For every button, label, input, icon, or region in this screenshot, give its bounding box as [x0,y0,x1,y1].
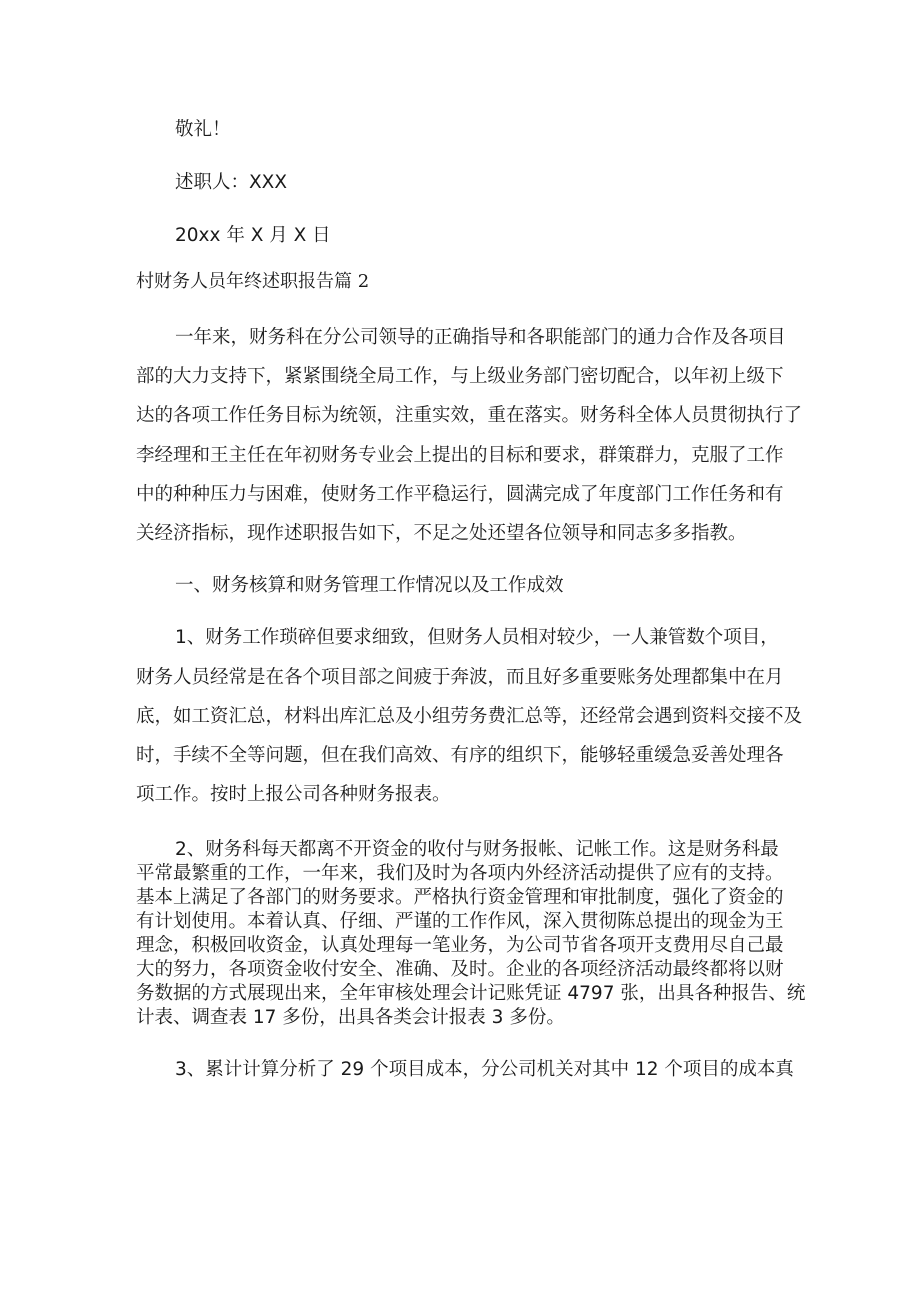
item2-line: 有计划使用。本着认真、仔细、严谨的工作作风，深入贯彻陈总提出的现金为王 [136,911,784,932]
section-title: 村财务人员年终述职报告篇 2 [136,271,370,292]
report-date: 20xx 年 X 月 X 日 [175,225,331,246]
item2-line: 理念，积极回收资金，认真处理每一笔业务，为公司节省各项开支费用尽自己最 [136,935,784,956]
item2-line: 2、财务科每天都离不开资金的收付与财务报帐、记帐工作。这是财务科最 [175,839,779,860]
item2-line: 大的努力，各项资金收付安全、准确、及时。企业的各项经济活动最终都将以财 [136,959,784,980]
item1-line: 项工作。按时上报公司各种财务报表。 [136,784,451,805]
item1-line: 1、财务工作琐碎但要求细致，但财务人员相对较少，一人兼管数个项目， [175,627,779,648]
intro-line: 一年来，财务科在分公司领导的正确指导和各职能部门的通力合作及各项目 [175,327,786,348]
intro-line: 中的种种压力与困难，使财务工作平稳运行，圆满完成了年度部门工作任务和有 [136,484,784,505]
intro-line: 关经济指标，现作述职报告如下，不足之处还望各位领导和同志多多指教。 [136,523,747,544]
item2-line: 平常最繁重的工作，一年来，我们及时为各项内外经济活动提供了应有的支持。 [136,863,784,884]
item2-line: 务数据的方式展现出来，全年审核处理会计记账凭证 4797 张，出具各种报告、统 [136,983,806,1004]
intro-line: 部的大力支持下，紧紧围绕全局工作，与上级业务部门密切配合，以年初上级下 [136,366,784,387]
item1-line: 时，手续不全等问题，但在我们高效、有序的组织下，能够轻重缓急妥善处理各 [136,745,784,766]
item2-line: 计表、调查表 17 多份，出具各类会计报表 3 多份。 [136,1007,565,1028]
subsection-heading: 一、财务核算和财务管理工作情况以及工作成效 [175,575,564,596]
item2-line: 基本上满足了各部门的财务要求。严格执行资金管理和审批制度，强化了资金的 [136,887,784,908]
reporter-signature: 述职人：XXX [175,172,288,193]
intro-line: 达的各项工作任务目标为统领，注重实效，重在落实。财务科全体人员贯彻执行了 [136,405,803,426]
closing-salute: 敬礼！ [175,119,231,140]
intro-line: 李经理和王主任在年初财务专业会上提出的目标和要求，群策群力，克服了工作 [136,445,784,466]
item3-line: 3、累计计算分析了 29 个项目成本，分公司机关对其中 12 个项目的成本真 [175,1059,794,1080]
item1-line: 底，如工资汇总，材料出库汇总及小组劳务费汇总等，还经常会遇到资料交接不及 [136,706,803,727]
item1-line: 财务人员经常是在各个项目部之间疲于奔波，而且好多重要账务处理都集中在月 [136,667,784,688]
